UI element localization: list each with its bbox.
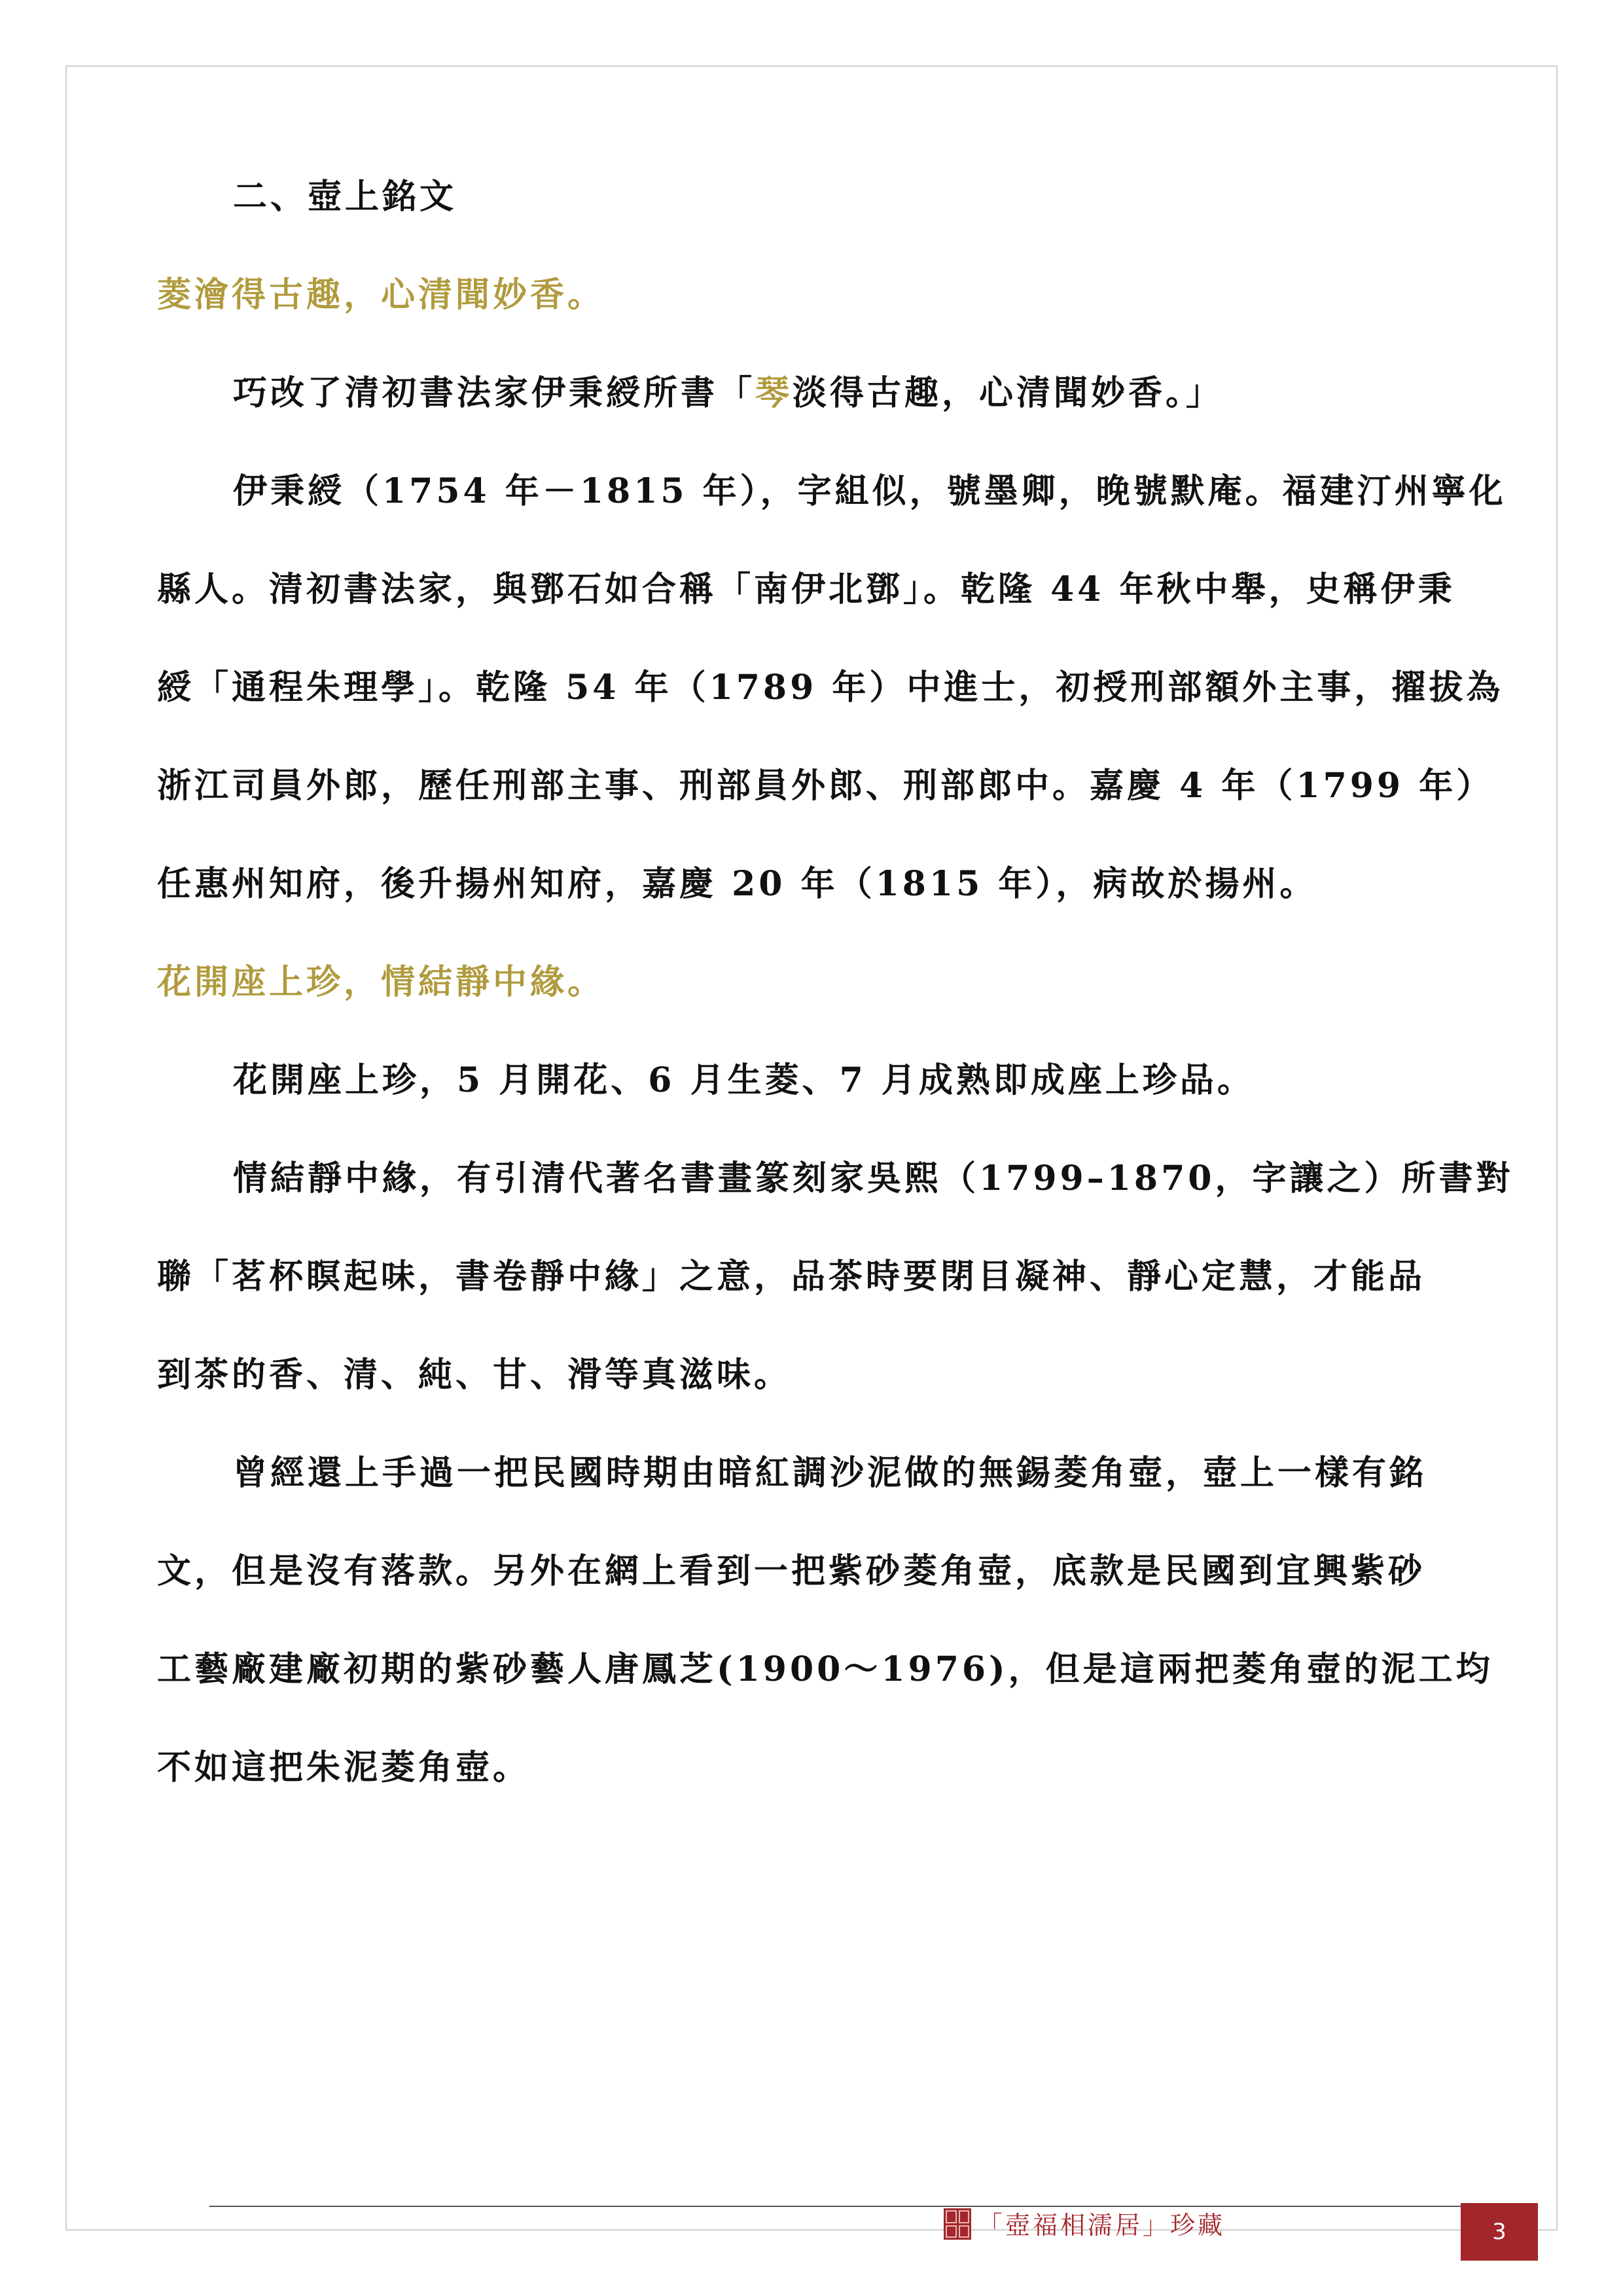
inscription-line-1: 菱澮得古趣，心清聞妙香。 bbox=[157, 275, 605, 315]
paragraph-2-line: 綬「通程朱理學」。乾隆 54 年（1789 年）中進士，初授刑部額外主事，擢拔為 bbox=[157, 668, 1504, 708]
footer-rule bbox=[209, 2206, 1472, 2207]
paragraph-4-line: 到茶的香、清、純、甘、滑等真滋味。 bbox=[157, 1355, 792, 1395]
paragraph-2-line: 任惠州知府，後升揚州知府，嘉慶 20 年（1815 年），病故於揚州。 bbox=[157, 864, 1317, 904]
seal-icon bbox=[944, 2208, 971, 2240]
paragraph-2-line: 縣人。清初書法家，與鄧石如合稱「南伊北鄧」。乾隆 44 年秋中舉，史稱伊秉 bbox=[157, 569, 1455, 609]
highlighted-character: 琴 bbox=[755, 373, 793, 413]
paragraph-5-line: 工藝廠建廠初期的紫砂藝人唐鳳芝(1900～1976)，但是這兩把菱角壺的泥工均 bbox=[157, 1649, 1493, 1689]
paragraph-3: 花開座上珍，5 月開花、6 月生菱、7 月成熟即成座上珍品。 bbox=[233, 1060, 1255, 1100]
paragraph-5-line: 文，但是沒有落款。另外在網上看到一把紫砂菱角壺，底款是民國到宜興紫砂 bbox=[157, 1551, 1426, 1591]
document-body bbox=[157, 175, 1514, 1844]
paragraph-2-line: 伊秉綬（1754 年－1815 年），字組似，號墨卿，晚號默庵。福建汀州寧化 bbox=[233, 471, 1507, 511]
paragraph-1-text-end: 淡得古趣，心清聞妙香。」 bbox=[793, 373, 1224, 413]
paragraph-1-text: 巧改了清初書法家伊秉綬所書「 bbox=[233, 373, 756, 413]
footer-collection-text: 「壺福相濡居」珍藏 bbox=[978, 2211, 1226, 2240]
paragraph-5-line: 不如這把朱泥菱角壺。 bbox=[157, 1748, 531, 1787]
paragraph-4-line: 情結靜中緣，有引清代著名書畫篆刻家吳熙（1799–1870，字讓之）所書對 bbox=[233, 1158, 1514, 1198]
paragraph-1 bbox=[157, 372, 1466, 415]
paragraph-4-line: 聯「茗杯瞑起味，書卷靜中緣」之意，品茶時要閉目凝神、靜心定慧，才能品 bbox=[157, 1257, 1426, 1297]
paragraph-5-line: 曾經還上手過一把民國時期由暗紅調沙泥做的無錫菱角壺，壺上一樣有銘 bbox=[233, 1453, 1427, 1493]
inscription-line-2: 花開座上珍，情結靜中緣。 bbox=[157, 962, 605, 1002]
section-heading: 二、壺上銘文 bbox=[233, 177, 457, 217]
paragraph-2-line: 浙江司員外郎，歷任刑部主事、刑部員外郎、刑部郎中。嘉慶 4 年（1799 年） bbox=[157, 766, 1494, 806]
page-number: 3 bbox=[1461, 2203, 1538, 2261]
